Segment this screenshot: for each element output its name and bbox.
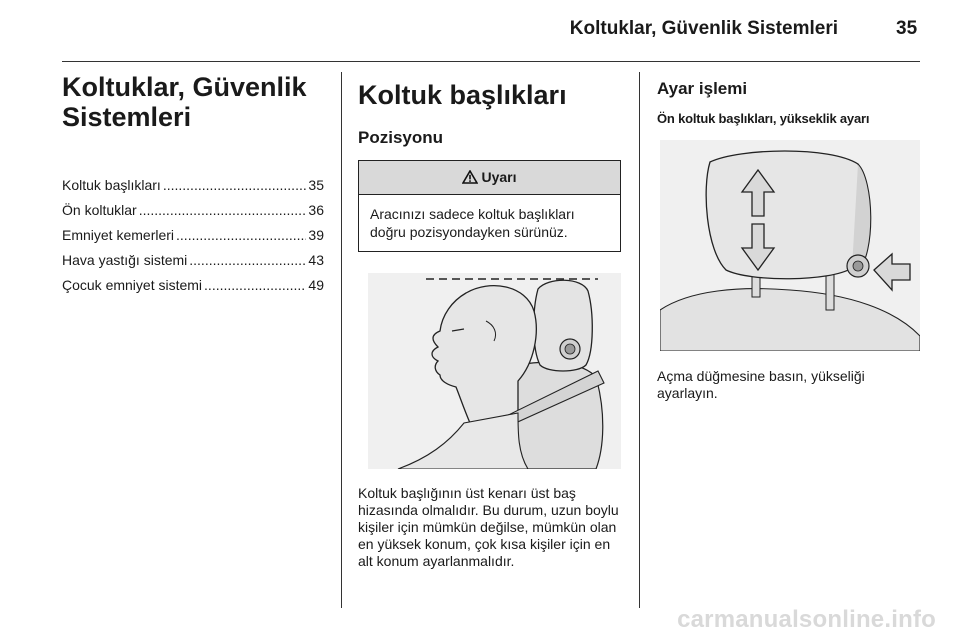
headrest-adjustment-illustration <box>660 140 920 351</box>
toc-item-page: 43 <box>308 252 324 268</box>
toc-leader <box>204 276 306 295</box>
left-column <box>62 72 324 301</box>
chapter-title: Koltuklar, Güvenlik Sistemleri <box>62 72 307 132</box>
toc-leader <box>139 201 307 220</box>
toc-item-label: Emniyet kemerleri <box>62 227 175 243</box>
section-title: Koltuk başlıkları <box>358 80 567 110</box>
toc-item[interactable] <box>62 201 324 220</box>
toc-item[interactable] <box>62 226 324 245</box>
toc-item-page: 39 <box>308 227 324 243</box>
toc-item-page: 36 <box>308 202 324 218</box>
toc-item[interactable] <box>62 176 324 195</box>
warning-text: Aracınızı sadece koltuk başlıkları doğru pozisyondayken sürünüz. <box>370 206 575 240</box>
warning-triangle-icon <box>462 170 478 184</box>
toc-item-label: Ön koltuklar <box>62 202 137 218</box>
toc-item-label: Hava yastığı sistemi <box>62 252 188 268</box>
page-number: 35 <box>896 18 918 39</box>
warning-box <box>358 160 621 252</box>
section-subtitle: Pozisyonu <box>358 128 444 147</box>
adjustment-title: Ayar işlemi <box>657 79 748 98</box>
watermark: carmanualsonline.info <box>677 606 936 633</box>
table-of-contents <box>62 176 324 295</box>
column-divider-1 <box>341 72 342 608</box>
toc-item-page: 35 <box>308 177 324 193</box>
toc-item[interactable] <box>62 251 324 270</box>
toc-leader <box>176 226 306 245</box>
toc-item[interactable] <box>62 276 324 295</box>
right-column <box>657 72 920 126</box>
header-rule <box>62 61 920 62</box>
toc-leader <box>163 176 307 195</box>
toc-item-label: Çocuk emniyet sistemi <box>62 277 203 293</box>
toc-leader <box>189 251 306 270</box>
adjustment-text: Açma düğmesine basın, yükseliği ayarlayın. <box>657 368 865 401</box>
toc-item-label: Koltuk başlıkları <box>62 177 161 193</box>
headrest-position-text: Koltuk başlığının üst kenarı üst baş hizasında olmalıdır. Bu durum, uzun boylu kişiler için mümkün değilse, mümkün olan en yüksek konum, çok kısa kişiler için en alt konum ayarlanmalıdır. <box>358 485 619 569</box>
headrest-position-illustration <box>368 273 621 469</box>
middle-column <box>358 72 621 252</box>
adjustment-subtitle: Ön koltuk başlıkları, yükseklik ayarı <box>657 111 870 126</box>
column-divider-2 <box>639 72 640 608</box>
running-header-title: Koltuklar, Güvenlik Sistemleri <box>569 18 838 39</box>
toc-item-page: 49 <box>308 277 324 293</box>
warning-title: Uyarı <box>481 169 517 185</box>
warning-header <box>359 161 620 195</box>
